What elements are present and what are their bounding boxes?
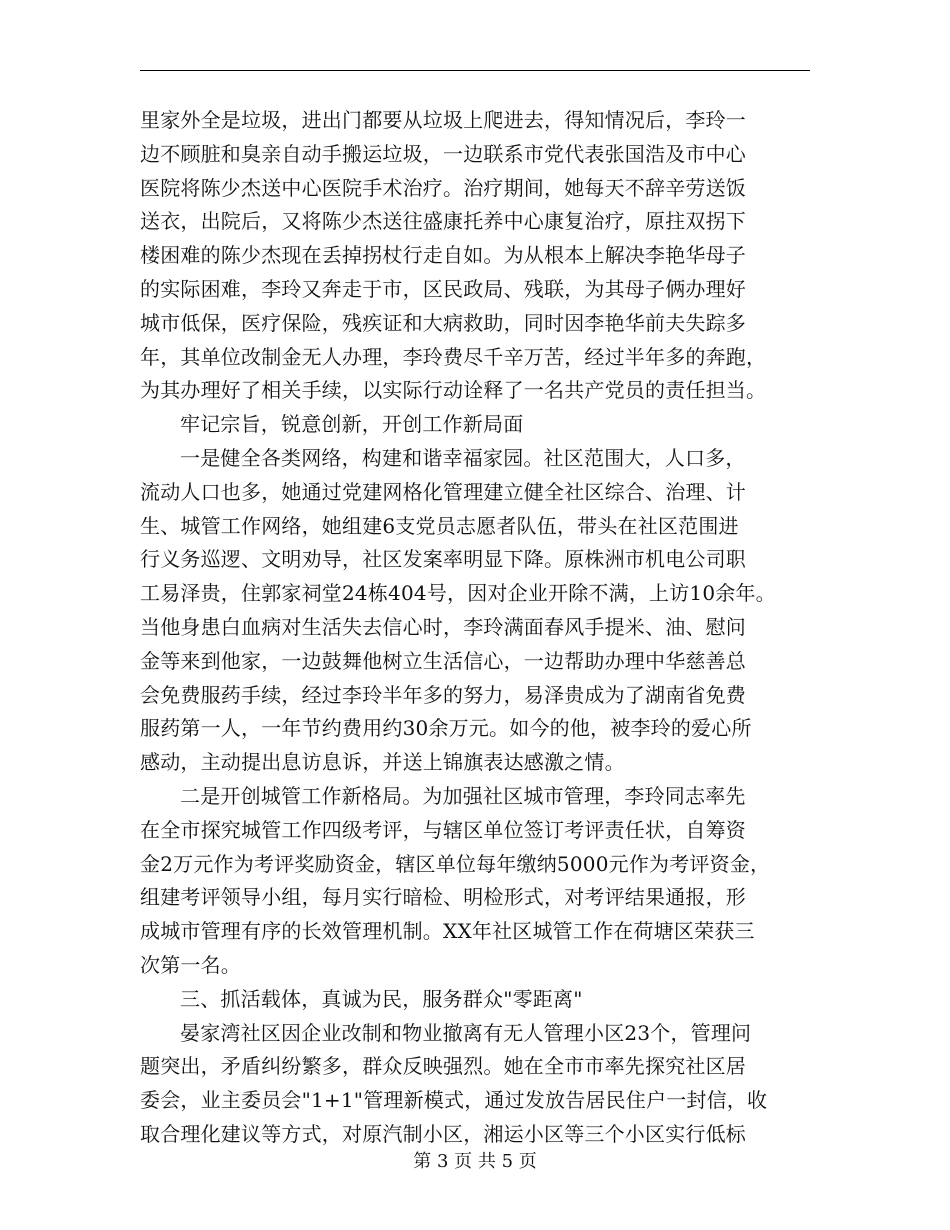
text-line: 在全市探究城管工作四级考评，与辖区单位签订考评责任状，自筹资 <box>140 817 746 842</box>
text-line: 行义务巡逻、文明劝导，社区发案率明显下降。原株洲市机电公司职 <box>140 547 746 572</box>
text-line: 流动人口也多，她通过党建网格化管理建立健全社区综合、治理、计 <box>140 479 746 504</box>
text-line: 城市低保，医疗保险，残疾证和大病救助，同时因李艳华前夫失踪多 <box>140 310 746 335</box>
page-number-footer: 第 3 页 共 5 页 <box>413 1151 537 1172</box>
text-line: 工易泽贵，住郭家祠堂24栋404号，因对企业开除不满，上访10余年。 <box>140 581 776 606</box>
text-line: 金2万元作为考评奖励资金，辖区单位每年缴纳5000元作为考评资金， <box>140 851 771 876</box>
text-line: 医院将陈少杰送中心医院手术治疗。治疗期间，她每天不辞辛劳送饭 <box>140 175 746 200</box>
paragraph-start: 一是健全各类网络，构建和谐幸福家园。社区范围大，人口多， <box>180 445 746 470</box>
text-line: 会免费服药手续，经过李玲半年多的努力，易泽贵成为了湖南省免费 <box>140 682 746 707</box>
text-line: 组建考评领导小组，每月实行暗检、明检形式，对考评结果通报，形 <box>140 885 746 910</box>
text-line: 为其办理好了相关手续，以实际行动诠释了一名共产党员的责任担当。 <box>140 378 767 403</box>
header-rule <box>140 70 810 71</box>
text-line: 题突出，矛盾纠纷繁多，群众反映强烈。她在全市市率先探究社区居 <box>140 1054 746 1079</box>
text-line: 当他身患白血病对生活失去信心时，李玲满面春风手提米、油、慰问 <box>140 614 746 639</box>
text-line: 成城市管理有序的长效管理机制。XX年社区城管工作在荷塘区荣获三 <box>140 919 755 944</box>
text-line: 取合理化建议等方式，对原汽制小区，湘运小区等三个小区实行低标 <box>140 1121 746 1146</box>
text-line: 委会，业主委员会"1+1"管理新模式，通过发放告居民住户一封信，收 <box>140 1088 768 1113</box>
text-line: 金等来到他家，一边鼓舞他树立生活信心，一边帮助办理中华慈善总 <box>140 648 746 673</box>
text-line: 年，其单位改制金无人办理，李玲费尽千辛万苦，经过半年多的奔跑， <box>140 344 767 369</box>
text-line: 次第一名。 <box>140 952 241 977</box>
text-line: 里家外全是垃圾，进出门都要从垃圾上爬进去，得知情况后，李玲一 <box>140 108 746 132</box>
text-line: 服药第一人，一年节约费用约30余万元。如今的他，被李玲的爱心所 <box>140 716 752 741</box>
paragraph-start: 二是开创城管工作新格局。为加强社区城市管理，李玲同志率先 <box>180 783 746 808</box>
text-line: 边不顾脏和臭亲自动手搬运垃圾，一边联系市党代表张国浩及市中心 <box>140 141 746 166</box>
section-heading: 牢记宗旨，锐意创新，开创工作新局面 <box>180 412 524 437</box>
paragraph-start: 晏家湾社区因企业改制和物业撤离有无人管理小区23个，管理问 <box>180 1020 752 1045</box>
text-line: 感动，主动提出息访息诉，并送上锦旗表达感激之情。 <box>140 750 625 775</box>
text-line: 的实际困难，李玲又奔走于市，区民政局、残联，为其母子俩办理好 <box>140 276 746 301</box>
text-line: 生、城管工作网络，她组建6支党员志愿者队伍，带头在社区范围进 <box>140 513 739 538</box>
section-heading: 三、抓活载体，真诚为民，服务群众"零距离" <box>180 986 583 1011</box>
text-line: 送衣，出院后，又将陈少杰送往盛康托养中心康复治疗，原拄双拐下 <box>140 209 746 234</box>
text-line: 楼困难的陈少杰现在丢掉拐杖行走自如。为从根本上解决李艳华母子 <box>140 243 746 268</box>
body-text <box>140 104 820 1152</box>
